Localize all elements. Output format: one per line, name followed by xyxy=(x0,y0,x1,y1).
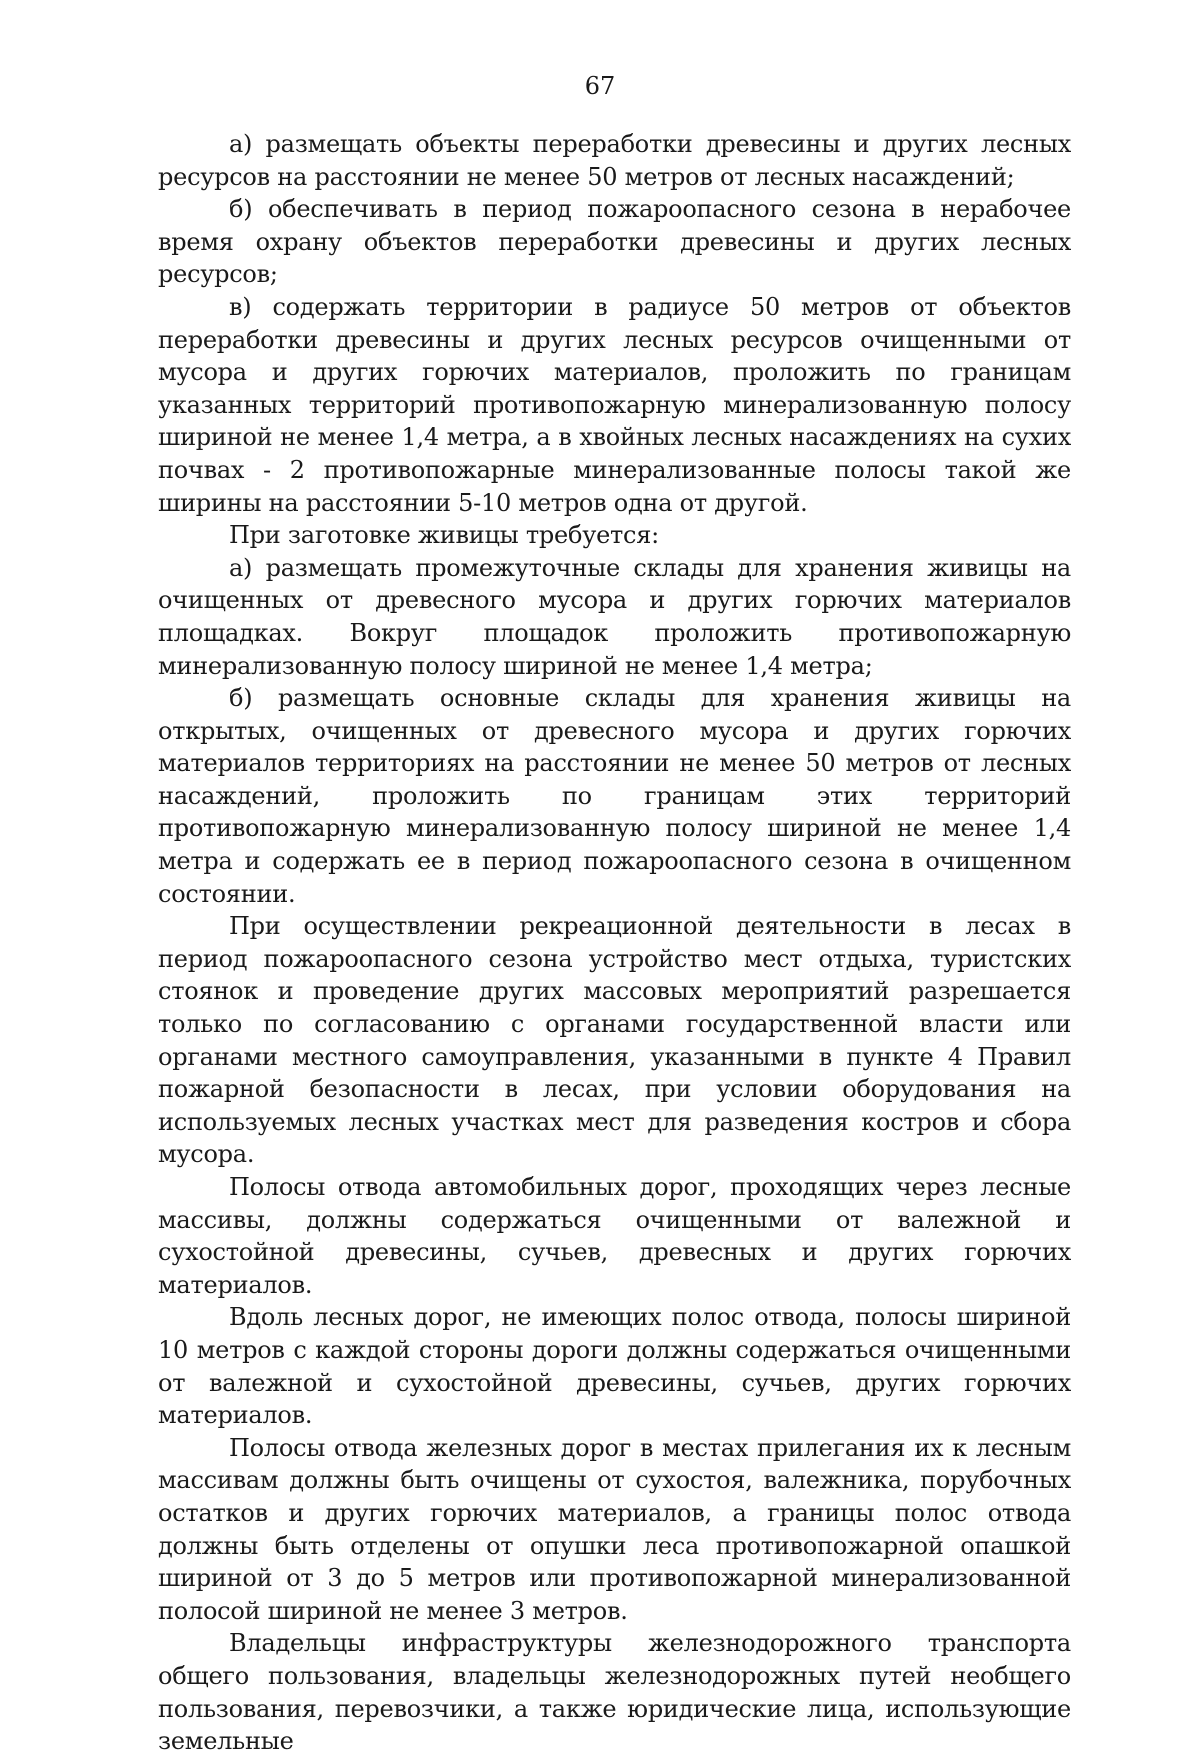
paragraph: Владельцы инфраструктуры железнодорожного транспорта общего пользования, владельцы железнодорожных путей необщего пользования, перевозчики, а также юридические лица, использующие земельные xyxy=(158,1629,1071,1756)
paragraph: Полосы отвода железных дорог в местах прилегания их к лесным массивам должны быть очищены от сухостоя, валежника, порубочных остатков и других горючих материалов, а границы полос отвода должны быть отделены от опушки леса противопожарной опашкой шириной от 3 до 5 метров или противопожарной минерализованной полосой шириной не менее 3 метров. xyxy=(158,1433,1071,1625)
paragraph: б) обеспечивать в период пожароопасного сезона в нерабочее время охрану объектов переработки древесины и других лесных ресурсов; xyxy=(158,195,1071,289)
page-number: 67 xyxy=(584,72,616,100)
paragraph: Полосы отвода автомобильных дорог, проходящих через лесные массивы, должны содержаться очищенными от валежной и сухостойной древесины, сучьев, древесных и других горючих материалов. xyxy=(158,1173,1071,1299)
paragraph: При осуществлении рекреационной деятельности в лесах в период пожароопасного сезона устройство мест отдыха, туристских стоянок и проведение других массовых мероприятий разрешается только по согласованию с органами государственной власти или органами местного самоуправления, указанными в пункте 4 Правил пожарной безопасности в лесах, при условии оборудования на используемых лесных участках мест для разведения костров и сбора мусора. xyxy=(158,912,1071,1169)
paragraph: а) размещать промежуточные склады для хранения живицы на очищенных от древесного мусора и других горючих материалов площадках. Вокруг площадок проложить противопожарную минерализованную полосу шириной не менее 1,4 метра; xyxy=(158,553,1071,680)
paragraph: б) размещать основные склады для хранения живицы на открытых, очищенных от древесного мусора и других горючих материалов территориях на расстоянии не менее 50 метров от лесных насаждений, проложить по границам этих территорий противопожарную минерализованную полосу шириной не менее 1,4 метра и содержать ее в период пожароопасного сезона в очищенном состоянии. xyxy=(158,684,1071,908)
paragraph: Вдоль лесных дорог, не имеющих полос отвода, полосы шириной 10 метров с каждой стороны дороги должны содержаться очищенными от валежной и сухостойной древесины, сучьев, других горючих материалов. xyxy=(158,1303,1071,1430)
paragraph: При заготовке живицы требуется: xyxy=(229,521,659,550)
body-text xyxy=(158,128,1071,1758)
paragraph: в) содержать территории в радиусе 50 метров от объектов переработки древесины и других лесных ресурсов очищенными от мусора и других горючих материалов, проложить по границам указанных территорий противопожарную минерализованную полосу шириной не менее 1,4 метра, а в хвойных лесных насаждениях на сухих почвах - 2 противопожарные минерализованные полосы такой же ширины на расстоянии 5-10 метров одна от другой. xyxy=(158,292,1071,517)
paragraph: а) размещать объекты переработки древесины и других лесных ресурсов на расстоянии не менее 50 метров от лесных насаждений; xyxy=(158,130,1071,191)
